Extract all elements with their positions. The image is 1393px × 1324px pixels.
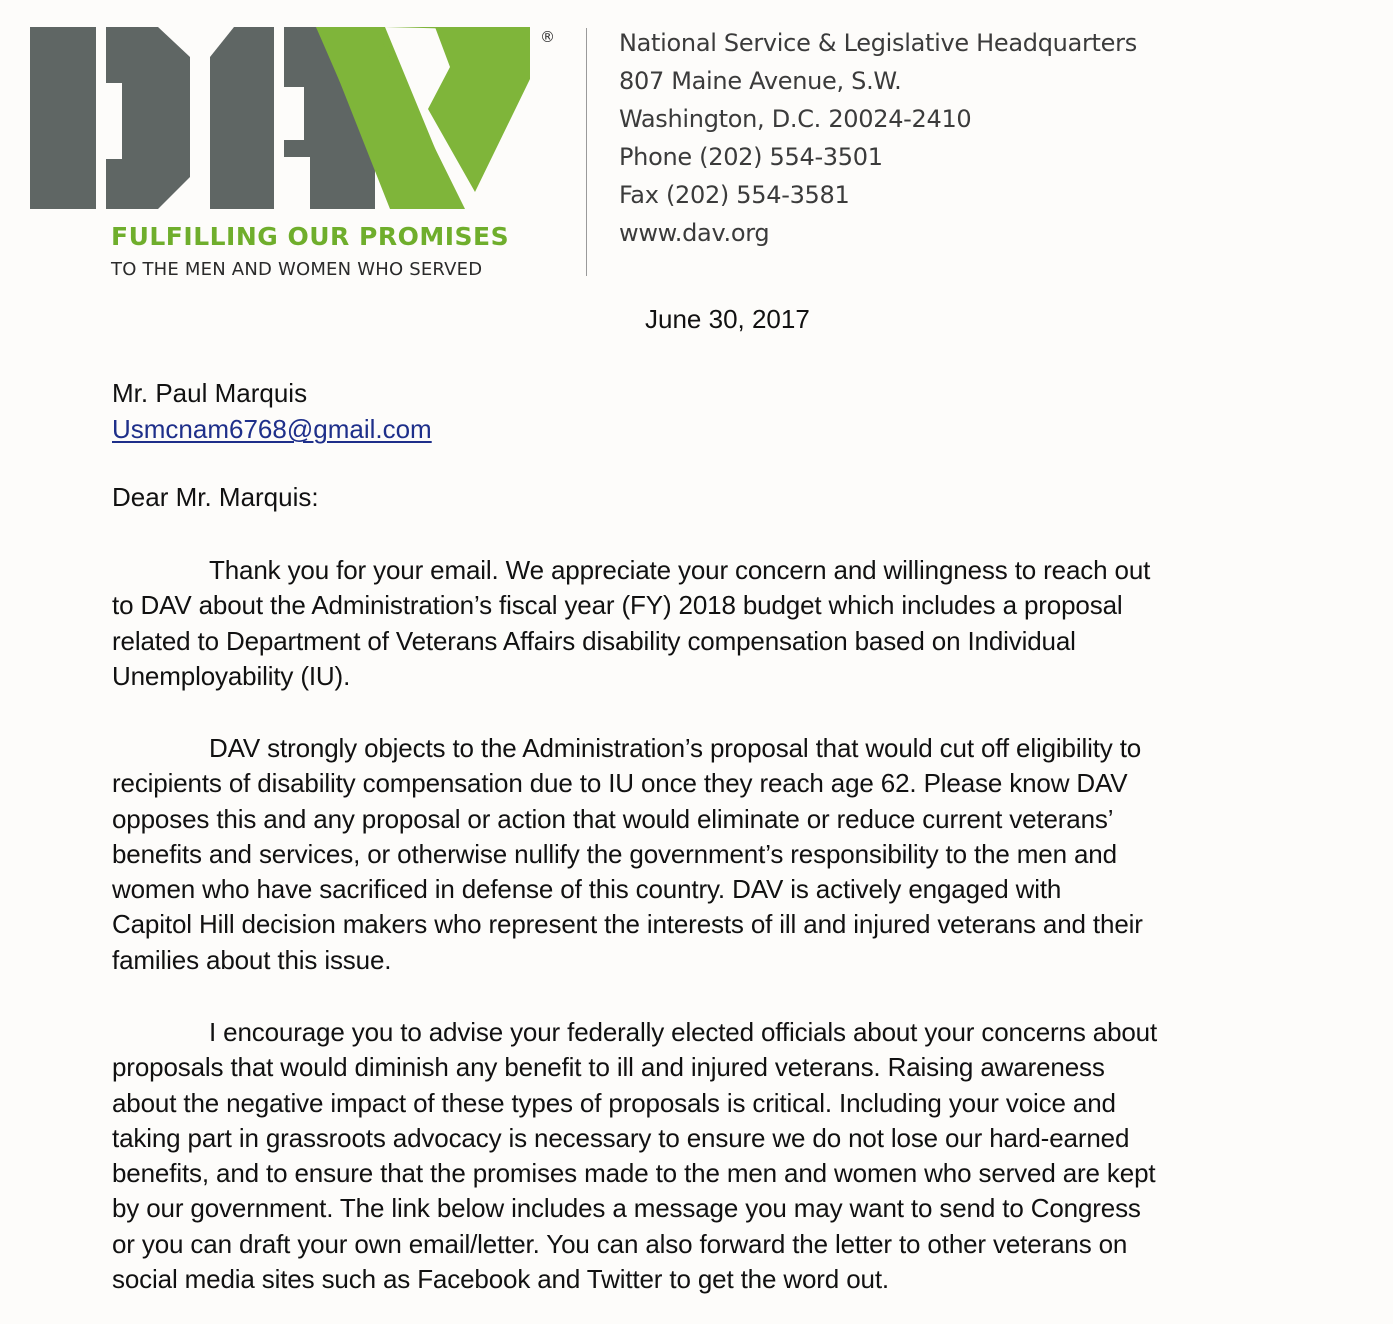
paragraph-line: opposes this and any proposal or action that would eliminate or reduce current veterans’ [112, 803, 1114, 834]
recipient-email-link[interactable]: Usmcnam6768@gmail.com [112, 414, 432, 444]
logo-letter-d-bowl [106, 27, 190, 209]
address-line-office: National Service & Legislative Headquarters [619, 29, 1137, 57]
salutation: Dear Mr. Marquis: [112, 482, 319, 512]
logo-letter-a-left [210, 27, 274, 209]
paragraph-line: benefits and services, or otherwise nullify the government’s responsibility to the men and [112, 838, 1117, 869]
paragraph-line: about the negative impact of these types of proposals is critical. Including your voice and [112, 1087, 1116, 1118]
paragraph-line: DAV strongly objects to the Administration’s proposal that would cut off eligibility to [209, 733, 1142, 763]
body-paragraph [112, 1015, 1382, 1297]
paragraph-line: Capitol Hill decision makers who represent the interests of ill and injured veterans and their [112, 909, 1143, 940]
paragraph-line: I encourage you to advise your federally elected officials about your concerns about [209, 1017, 1158, 1047]
address-line-website: www.dav.org [619, 219, 770, 247]
recipient-name: Mr. Paul Marquis [112, 378, 308, 408]
paragraph-line: women who have sacrificed in defense of this country. DAV is actively engaged with [112, 874, 1062, 905]
paragraph-line: by our government. The link below includes a message you may want to send to Congress [112, 1193, 1141, 1224]
address-line-fax: Fax (202) 554-3581 [619, 181, 850, 209]
letterhead-divider [586, 28, 587, 276]
paragraph-line: benefits, and to ensure that the promises made to the men and women who served are kept [112, 1158, 1156, 1189]
paragraph-line: Unemployability (IU). [112, 660, 351, 691]
paragraph-line: Thank you for your email. We appreciate your concern and willingness to reach out [209, 555, 1151, 585]
dav-logo [30, 27, 530, 212]
letterhead [0, 0, 1393, 290]
paragraph-line: families about this issue. [112, 944, 392, 975]
recipient-block [112, 375, 432, 447]
body-paragraph [112, 731, 1382, 978]
body-paragraph [112, 553, 1382, 694]
organization-address [619, 24, 1137, 252]
paragraph-line: related to Department of Veterans Affairs disability compensation based on Individual [112, 625, 1076, 656]
registered-trademark-icon: ® [540, 28, 555, 46]
tagline-secondary: TO THE MEN AND WOMEN WHO SERVED [111, 259, 483, 280]
letter-date: June 30, 2017 [645, 304, 810, 334]
address-line-phone: Phone (202) 554-3501 [619, 143, 883, 171]
paragraph-line: social media sites such as Facebook and Twitter to get the word out. [112, 1264, 889, 1295]
logo-letter-d-stem [30, 27, 96, 209]
address-line-city: Washington, D.C. 20024-2410 [619, 105, 972, 133]
tagline-primary: FULFILLING OUR PROMISES [111, 222, 510, 251]
paragraph-line: proposals that would diminish any benefit to ill and injured veterans. Raising awareness [112, 1052, 1105, 1083]
paragraph-line: or you can draft your own email/letter. You can also forward the letter to other veterans on [112, 1228, 1128, 1259]
paragraph-line: taking part in grassroots advocacy is necessary to ensure we do not lose our hard-earned [112, 1122, 1130, 1153]
address-line-street: 807 Maine Avenue, S.W. [619, 67, 902, 95]
paragraph-line: recipients of disability compensation due to IU once they reach age 62. Please know DAV [112, 768, 1128, 799]
paragraph-line: to DAV about the Administration’s fiscal year (FY) 2018 budget which includes a proposal [112, 590, 1123, 621]
